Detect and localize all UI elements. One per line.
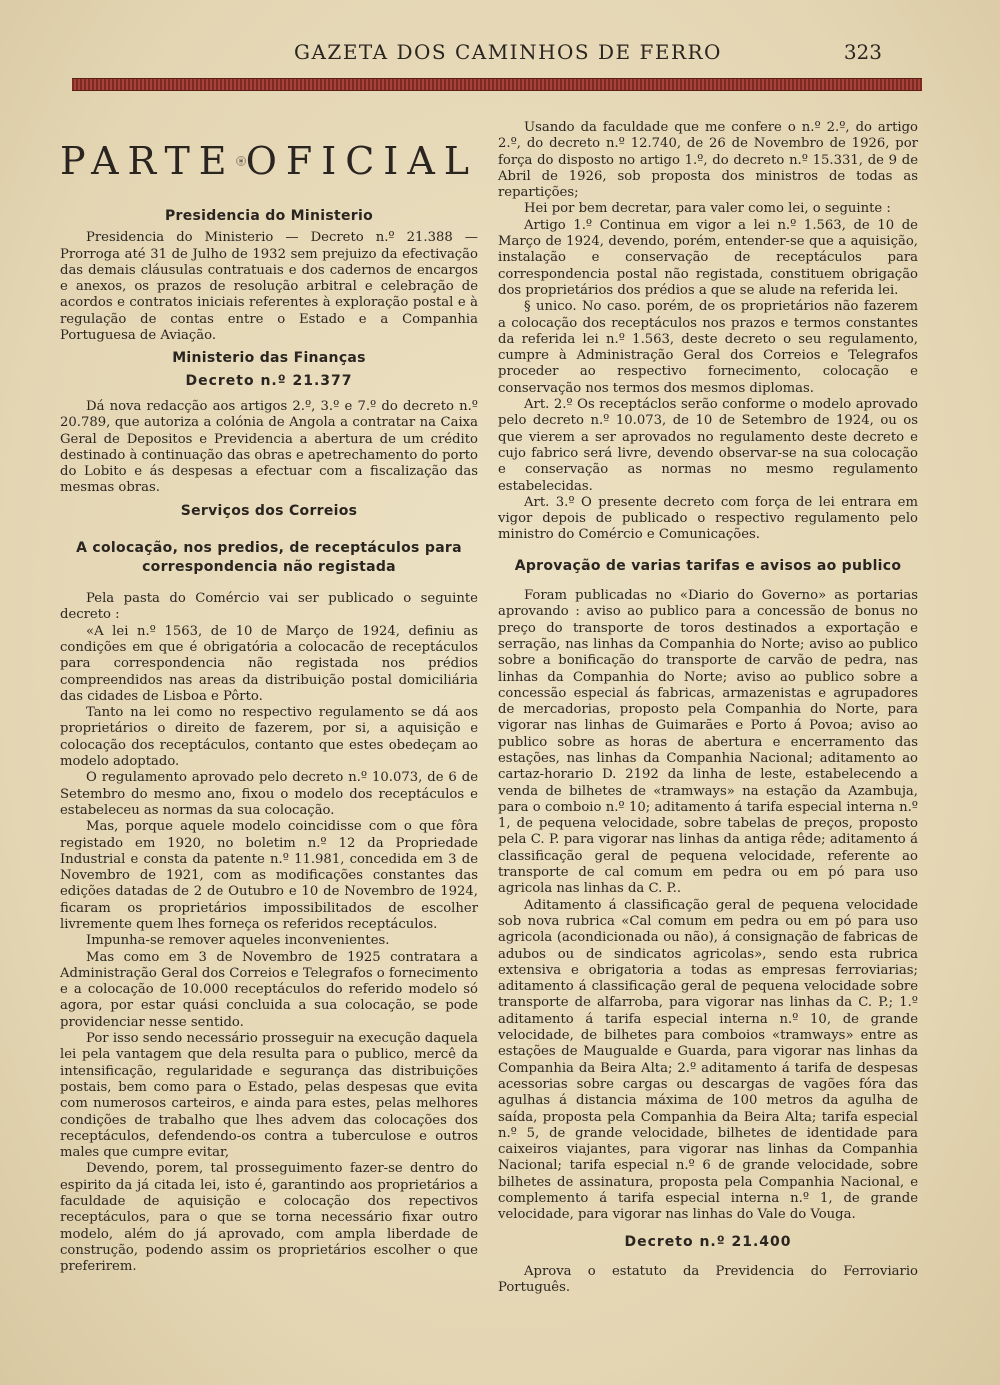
paragraph-presidencia: Presidencia do Ministerio — Decreto n.º 21.388 — Prorroga até 31 de Julho de 1932 sem prejuizo da efectivação das demais cláusulas contratuais e dos cadernos de encargos e anexos, os prazos de resolução arbitral e celebração de acordos e contratos iniciais referentes à exploração postal e à regulação de contas entre o Estado e a Companhia Portuguesa de Aviação. bbox=[60, 230, 478, 344]
paragraph: Pela pasta do Comércio vai ser publicado o seguinte decreto : bbox=[60, 591, 478, 623]
paragraph: Aditamento á classificação geral de pequena velocidade sob nova rubrica «Cal comum em pedra ou em pó para uso agricola (acondicionada ou não), á consignação de fabricas de adubos ou de sindicatos agricolas», sendo esta rubrica extensiva e obrigatoria a todas as empresas ferroviarias; aditamento á classificação geral de pequena velocidade sobre transporte de alfarroba, para vigorar nas linhas da C. P.; 1.º aditamento á tarifa especial interna n.º 10, de grande velocidade, de bilhetes para comboios «tramways» entre as estações de Maugualde e Guarda, para vigorar nas linhas da Companhia da Beira Alta; 2.º aditamento á tarifa de despesas acessorias sobre cargas ou descargas de vagões fóra das agulhas á distancia máxima de 100 metros da agulha de saída, proposta pela Companhia da Beira Alta; tarifa especial n.º 5, de grande velocidade, bilhetes de identidade para caixeiros viajantes, para vigorar nas linhas da Companhia Nacional; tarifa especial n.º 6 de grande velocidade, sobre bilhetes de assinatura, proposta pela Companhia Nacional, e complemento á tarifa especial interna n.º 1, de grande velocidade, para vigorar nas linhas do Vale do Vouga. bbox=[498, 897, 918, 1223]
section-title-parte: PARTE bbox=[60, 138, 236, 183]
portuguese-coat-of-arms-icon bbox=[236, 125, 246, 197]
section-header bbox=[60, 126, 478, 196]
paragraph-financas: Dá nova redacção aos artigos 2.º, 3.º e 7.º do decreto n.º 20.789, que autoriza a colónia de Angola a contratar na Caixa Geral de Depositos e Previdencia a abertura de um crédito destinado à continuação das obras e apetrechamento do porto do Lobito e ás despesas a efectuar com a fiscalização das mesmas obras. bbox=[60, 398, 478, 496]
section-title-oficial: OFICIAL bbox=[245, 138, 478, 183]
page-number: 323 bbox=[843, 40, 882, 64]
paragraph: Artigo 1.º Continua em vigor a lei n.º 1.563, de 10 de Março de 1924, devendo, porém, entender-se que a aquisição, instalação e conservação de receptáculos para correspondencia postal não registada, constituem obrigação dos proprietários dos prédios a que se alude na referida lei. bbox=[498, 217, 918, 298]
heading-decreto-21400: Decreto n.º 21.400 bbox=[624, 1233, 792, 1250]
paragraph: Mas, porque aquele modelo coincidisse com o que fôra registado em 1920, no boletim n.º 12 da Propriedade Industrial e consta da patente n.º 11.981, concedida em 3 de Novembro de 1921, com as modificações constantes das edições datadas de 2 de Outubro e 10 de Novembro de 1924, ficaram os proprietários impossibilitados de escolher livremente quem lhes forneça os referidos receptáculos. bbox=[60, 819, 478, 932]
paragraph: Foram publicadas no «Diario do Governo» as portarias aprovando : aviso ao publico para a concessão de bonus no preço do transporte de toros destinados a exportação e serração, nas linhas da Companhia do Norte; aviso ao publico sobre a bonificação do transporte de carvão de pedra, nas linhas da Companhia do Norte; aviso ao publico sobre a concessão especial ás fabricas, armazenistas e agrupadores de mercadorias, proposto pela Companhia do Norte, para vigorar nas linhas de Guimarães e Porto á Povoa; aviso ao publico sobre as horas de abertura e encerramento das estações, nas linhas da Companhia Nacional; aditamento ao cartaz-horario D. 2192 da linha de leste, estabelecendo a venda de bilhetes de «tramways» na estação da Azambuja, para o comboio n.º 10; aditamento á tarifa especial interna n.º 1, de pequena velocidade, sobre tabelas de preços, proposto pela C. P. para vigorar nas linhas da antiga rêde; aditamento á classificação geral de pequena velocidade, referente ao transporte de cal comum em pedra ou em pó para uso agricola nas linhas da C. P.. bbox=[498, 588, 918, 897]
paragraph: Por isso sendo necessário prosseguir na execução daquela lei pela vantagem que dela resulta para o publico, mercê da intensificação, regularidade e segurança das distribuições postais, bem como para o Estado, pelas despesas que evita com numerosos carteiros, e ainda para estes, pelas melhores condições de trabalho que lhes advem das colocações dos receptáculos, defendendo-os contra a tuberculose e outros males que cumpre evitar, bbox=[60, 1031, 478, 1161]
right-column bbox=[498, 120, 918, 1296]
paragraph: «A lei n.º 1563, de 10 de Março de 1924, definiu as condições em que é obrigatória a colocacão de receptáculos para correspondencia não registada nos prédios compreendidos nas areas da distribuição postal domiciliária das cidades de Lisboa e Pôrto. bbox=[60, 623, 478, 704]
paragraph-previdencia: Aprova o estatuto da Previdencia do Ferroviario Português. bbox=[498, 1263, 918, 1296]
paragraph: § unico. No caso. porém, de os proprietários não fazerem a colocação dos receptáculos nos prazos e termos constantes da referida lei n.º 1.563, deste decreto o seu regulamento, cumpre à Administração Geral dos Correios e Telegrafos proceder ao respectivo fornecimento, colocação e conservação nos termos dos mesmos diplomas. bbox=[498, 299, 918, 396]
heading-correios: Serviços dos Correios bbox=[180, 502, 358, 519]
paragraph: Art. 3.º O presente decreto com força de lei entrara em vigor depois de publicado o respectivo regulamento pelo ministro do Comércio e Comunicações. bbox=[498, 494, 918, 543]
masthead bbox=[72, 40, 922, 70]
heading-colocacao: A colocação, nos predios, de receptáculos para correspondencia não registada bbox=[76, 540, 462, 576]
paragraph: Hei por bem decretar, para valer como lei, o seguinte : bbox=[524, 201, 891, 217]
paragraph: Mas como em 3 de Novembro de 1925 contratara a Administração Geral dos Correios e Telegrafos o fornecimento e a colocação de 10.000 receptáculos do referido modelo só agora, por estar quási concluida a sua colocação, se pode providenciar nesse sentido. bbox=[60, 949, 479, 1030]
paragraph: Impunha-se remover aqueles inconvenientes. bbox=[86, 933, 390, 949]
heading-presidencia: Presidencia do Ministerio bbox=[164, 208, 374, 224]
left-column bbox=[60, 120, 478, 1276]
paragraph: Devendo, porem, tal prosseguimento fazer-se dentro do espirito da já citada lei, isto é, garantindo aos proprietários a faculdade de aquisição e colocação dos repectivos receptáculos, para o que se torna necessário fixar outro modelo, além do já aprovado, com ampla liberdade de construção, podendo assim os proprietários escolher o que preferirem. bbox=[60, 1161, 478, 1275]
paragraph: O regulamento aprovado pelo decreto n.º 10.073, de 6 de Setembro do mesmo ano, fixou o modelo dos receptáculos e estabeleceu as normas da sua colocação. bbox=[60, 770, 478, 818]
paragraph: Tanto na lei como no respectivo regulamento se dá aos proprietários o direito de fazerem, por si, a aquisição e colocação dos receptáculos, contanto que estes obedeçam ao modelo adoptado. bbox=[60, 705, 478, 770]
paragraph: Art. 2.º Os receptáclos serão conforme o modelo aprovado pelo decreto n.º 10.073, de 10 de Setembro de 1924, ou os que vierem a ser aprovados no regulamento deste decreto e cujo fabrico será livre, devendo observar-se na sua colocação e conservação as normas no mesmo regulamento estabelecidas. bbox=[498, 397, 918, 494]
paragraph: Usando da faculdade que me confere o n.º 2.º, do artigo 2.º, do decreto n.º 12.740, de 26 de Novembro de 1926, por força do disposto no artigo 1.º, do decreto n.º 15.331, de 9 de Abril de 1926, sob proposta dos ministros de todas as repartições; bbox=[498, 120, 918, 201]
heading-financas: Ministerio das Finanças bbox=[172, 350, 366, 367]
masthead-rule bbox=[72, 78, 922, 91]
heading-tarifas: Aprovação de varias tarifas e avisos ao publico bbox=[514, 557, 902, 574]
heading-decreto-21377: Decreto n.º 21.377 bbox=[185, 372, 353, 389]
masthead-title: GAZETA DOS CAMINHOS DE FERRO bbox=[294, 40, 722, 64]
